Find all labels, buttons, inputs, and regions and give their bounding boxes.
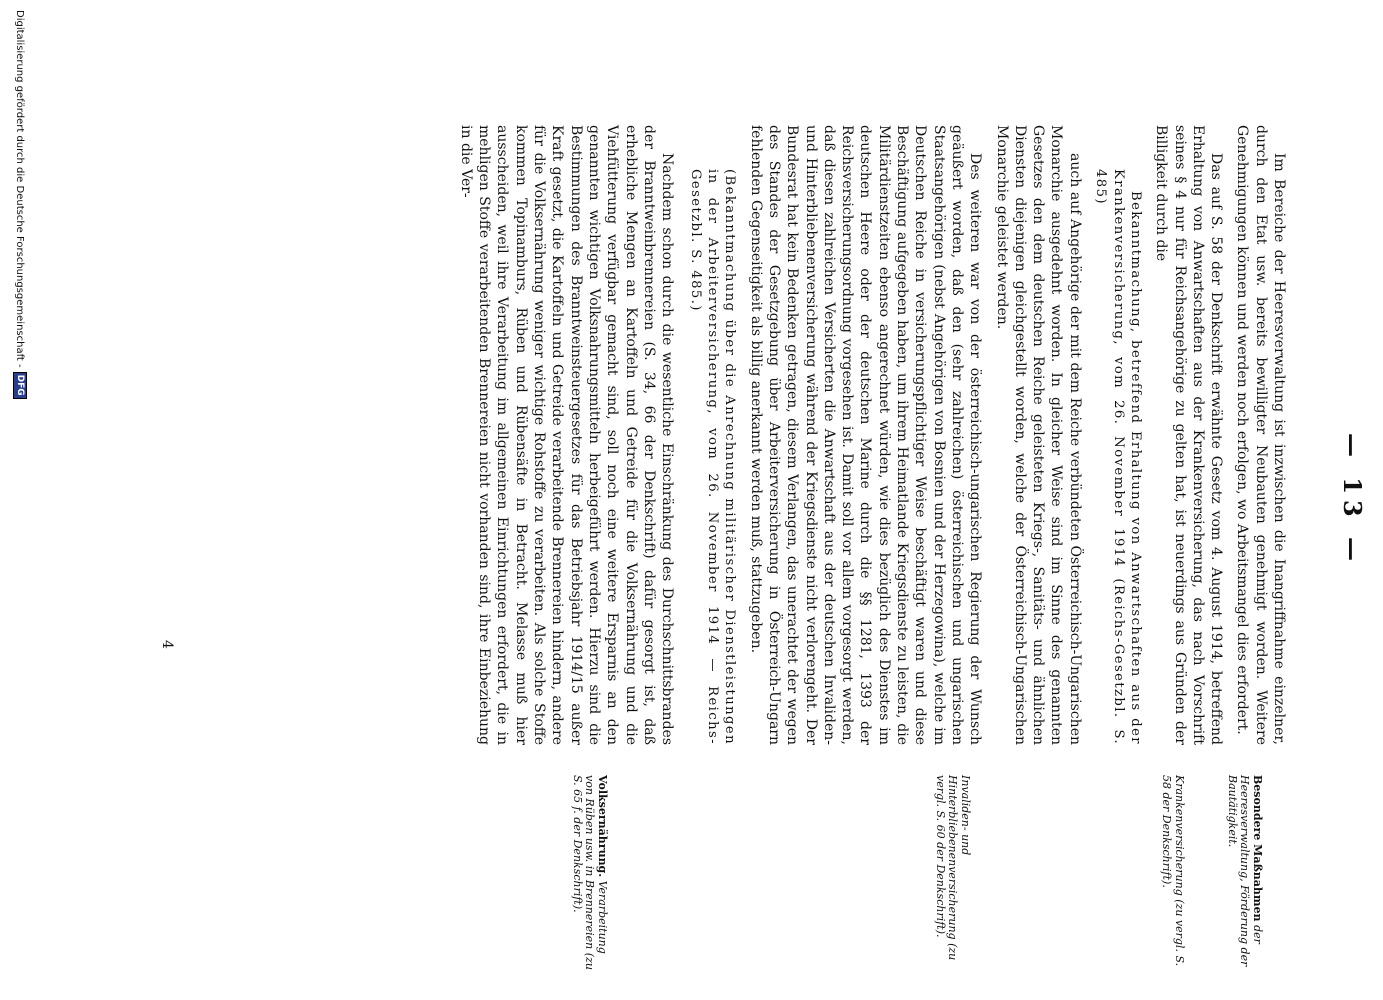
footer-text: Digitalisierung gefördert durch die Deutsche Forschungsgemeinschaft - [14, 10, 26, 368]
margin-note-text: Verarbeitung von Rüben usw. in Brennereien (zu S. 65 f. der Denkschrift). [571, 775, 609, 970]
paragraph-oesterreich: auch auf Angehörige der mit dem Reiche verbündeten Österreichisch-Ungarischen Monarchie ausgedehnt worden. In gleicher Weise sind im Sinne des genannten Gesetzes den dem deutschen Reiche geleisteten Kriegs-, Sanitäts- und ähnlichen Diensten diejenigen gleichgestellt worden, welche der Österreichisch-Ungarischen Monarchie geleistet werden. [993, 125, 1083, 745]
margin-note-krankenversicherung [1160, 775, 1185, 975]
paragraph-branntwein: Nachdem schon durch die wesentliche Einschränkung des Durchschnittsbrandes der Branntweinbrennereien (S. 34, 66 der Denkschrift) dafür gesorgt ist, daß erhebliche Mengen an Kartoffeln und Getreide für die Volksernährung und die Viehfütterung verfügbar gemacht sind, soll noch eine weitere Ersparnis an den genannten wichtigen Volksnahrungsmitteln herbeigeführt werden. Hierzu sind die Bestimmungen des Branntweinsteuergesetzes für das Betriebsjahr 1914/15 außer Kraft gesetzt, die Kartoffeln und Getreide verarbeitende Brennereien hindern, andere für die Volksernährung weniger wichtige Rohstoffe zu verarbeiten. Als solche Stoffe kommen Topinamburs, Rüben und Rübensäfte in Betracht. Melasse muß hier ausscheiden, weil ihre Verarbeitung im allgemeinen Einrichtungen erfordert, die in mehligen Stoffe verarbeitenden Brennereien nicht vorhanden sind, ihre Einbeziehung in die Ver- [457, 125, 676, 745]
margin-note-invalidenversicherung [934, 775, 972, 975]
dfg-logo: DFG [13, 372, 27, 399]
margin-note-text: der Heeresverwaltung, Förderung der Bautätigkeit. [1226, 775, 1264, 967]
margin-note-title: Besondere Maßnahmen [1251, 775, 1264, 922]
announcement-arbeiterversicherung: (Bekanntmachung über die Anrechnung militärischer Dienstleistungen in der Arbeiterversicherung, vom 26. November 1914 — Reichs-Gesetzbl. S. 485.) [687, 169, 738, 745]
paragraph-heeresverwaltung: Im Bereiche der Heeresverwaltung ist inzwischen die Inangriffnahme einzelner, durch den Etat usw. bereits bewilligter Neubauten genehmigt worden. Weitere Genehmigungen können und werden noch erfolgen, wo Arbeitsmangel dies erfordert. [1234, 125, 1287, 745]
footer [13, 10, 27, 399]
margin-note-title: Volksernährung. [596, 775, 609, 878]
margin-note-text: Krankenversicherung (zu vergl. S. 58 der Denkschrift). [1160, 775, 1186, 967]
page-number: — 13 — [1338, 432, 1367, 568]
margin-note-heeresverwaltung [1226, 775, 1264, 975]
main-text [449, 125, 1288, 745]
paragraph-anwartschaften: Das auf S. 58 der Denkschrift erwähnte Gesetz vom 4. August 1914, betreffend Erhaltung von Anwartschaften aus der Krankenversicherung, das nach Vorschrift seines § 4 nur für Reichsangehörige zu gelten hat, ist neuerdings aus Gründen der Billigkeit durch die [1153, 125, 1225, 745]
margin-note-text: Invaliden- und Hinterbliebenenversicherung (zu vergl. S. 60 der Denkschrift). [934, 775, 972, 961]
announcement-krankenversicherung: Bekanntmachung, betreffend Erhaltung von Anwartschaften aus der Krankenversicherung, vom 26. November 1914 (Reichs-Gesetzbl. S. 485) [1093, 169, 1143, 745]
paragraph-militaerdienst: Des weiteren war von der österreichisch-ungarischen Regierung der Wunsch geäußert worden, daß den (sehr zahlreichen) österreichischen und ungarischen Staatsangehörigen (nebst Angehörigen von Bosnien und der Herzegowina), welche im Deutschen Reiche in versicherungspflichtiger Weise beschäftigt waren und diese Beschäftigung aufgegeben haben, um ihrem Heimatlande Kriegsdienste zu leisten, die Militärdienstzeiten ebenso angerechnet würden, wie dies bezüglich des Dienstes im deutschen Heere oder der deutschen Marine durch die §§ 1281, 1393 der Reichsversicherungsordnung vorgesehen ist. Damit soll vor allem vorgesorgt werden, daß diesen zahlreichen Versicherten die Anwartschaft aus der deutschen Invaliden- und Hinterbliebenenversicherung während der Kriegsdienste nicht verlorengeht. Der Bundesrat hat kein Bedenken getragen, diesem Verlangen, das unerachtet der wegen des Standes der Gesetzgebung über Arbeiterversicherung in Österreich-Ungarn fehlenden Gegenseitigkeit als billig anerkannt werden muß, stattzugeben. [747, 125, 984, 745]
margin-note-volksernaehrung [571, 775, 609, 975]
signature-mark: 4 [159, 640, 175, 649]
